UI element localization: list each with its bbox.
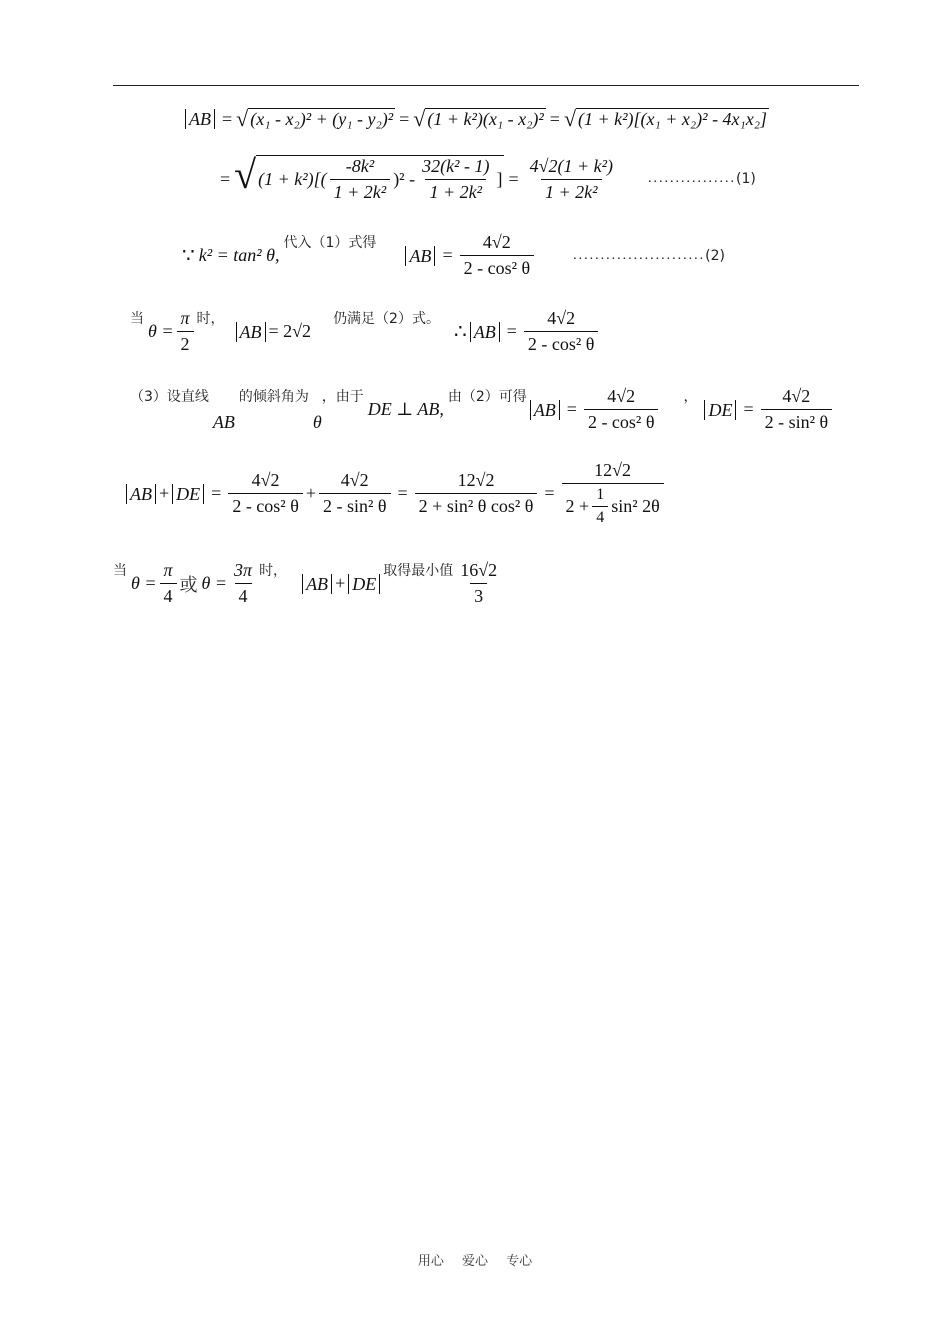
- fraction: $\frac{4√2}{\text{2 - cos² θ}}$: [584, 386, 659, 433]
- fraction: $\frac{4√2}{\text{2 - sin² θ}}$: [761, 386, 833, 433]
- equation-tag: (1): [736, 171, 756, 187]
- fraction: $\frac{12√2}{\text{2 + sin² θ cos² θ}}$: [415, 470, 538, 517]
- equation-line-4: 当 θ = $\frac{\pi}{2}$ 时， AB = 2√2 仍满足（2）式。 ∴ AB = $\frac{4√2}{\text{2 - cos² θ}}$: [130, 308, 601, 355]
- equation-line-5: （3）设直线 AB 的倾斜角为 θ ，由于 DE ⊥ AB, 由（2）可得 AB = $\frac{4√2}{\text{2 - cos² θ}}$ ， DE = $\frac{4√2}{\text{2 - sin² θ}}$: [130, 386, 835, 433]
- fraction: $\frac{3\pi}{4}$: [234, 560, 253, 606]
- because-symbol: ∵: [182, 245, 195, 267]
- sqrt-expr-3: √ (1 + k²)[(x₁ + x₂)² - 4x₁x₂]: [563, 106, 768, 131]
- fraction-result: $\frac{\text{4√2(1 + k²)}}{\text{1 + 2k²}}$: [529, 155, 614, 202]
- fraction: $\frac{4√2}{\text{2 - cos² θ}}$: [228, 470, 303, 517]
- equation-line-1: AB = √ (x₁ - x₂)² + (y₁ - y₂)² = √ (1 + k²)(x₁ - x₂)² = √ (1 + k²)[(x₁ + x₂)² - 4x₁x₂]: [182, 108, 769, 130]
- fraction: $\frac{\text{-8k²}}{\text{1 + 2k²}}$: [330, 156, 391, 203]
- fraction: $\frac{\pi}{2}$: [177, 308, 194, 355]
- sqrt-big: √ (1 + k²)[( $\frac{\text{-8k²}}{\text{1 + 2k²}}$ )² - $\frac{\text{32(k² - 1)}}{\text{1 + 2k²}}$ ]: [234, 152, 503, 202]
- equation-line-7: 当 θ = $\frac{\pi}{4}$ 或 θ = $\frac{3\pi}{4}$ 时， AB + DE 取得最小值 $\frac{16√2}{3}$: [113, 560, 504, 607]
- equation-line-6: AB + DE = $\frac{4√2}{\text{2 - cos² θ}}$ + $\frac{4√2}{\text{2 - sin² θ}}$ = $\frac{12√2}{\text{2 + sin² θ cos² θ}}$ = 12√2 2 + $\frac{1}{4}$ sin² 2θ: [123, 460, 667, 527]
- equation-line-2: = √ (1 + k²)[( $\frac{\text{-8k²}}{\text{1 + 2k²}}$ )² - $\frac{\text{32(k² - 1)}}{\text{1 + 2k²}}$ ] = $\frac{\text{4√2(1 + k²)}}{\text{1 + 2k²}}$ ................ (1): [220, 152, 756, 202]
- fraction-nested: 12√2 2 + $\frac{1}{4}$ sin² 2θ: [562, 460, 664, 527]
- fraction-min-value: $\frac{16√2}{3}$: [460, 560, 498, 606]
- sqrt-expr-2: √ (1 + k²)(x₁ - x₂)²: [413, 106, 544, 131]
- leader-dots: ................: [648, 171, 737, 186]
- header-rule: [113, 85, 859, 86]
- abs-ab: AB: [185, 109, 215, 129]
- fraction: $\frac{\pi}{4}$: [160, 560, 177, 607]
- fraction: $\frac{4√2}{\text{2 - sin² θ}}$: [319, 470, 391, 517]
- fraction: $\frac{4√2}{\text{2 - cos² θ}}$: [524, 308, 599, 355]
- therefore-symbol: ∴: [453, 321, 467, 343]
- fraction: $\frac{4√2}{\text{2 - cos² θ}}$: [460, 232, 535, 279]
- page-footer: 用心 爱心 专心: [417, 1254, 533, 1269]
- equation-line-3: ∵ k² = tan² θ, 代入（1）式得 AB = $\frac{4√2}{\text{2 - cos² θ}}$ ........................ (2): [182, 232, 725, 278]
- fraction: $\frac{\text{32(k² - 1)}}{\text{1 + 2k²}}$: [422, 156, 490, 202]
- sqrt-expr-1: √ (x₁ - x₂)² + (y₁ - y₂)²: [236, 106, 394, 131]
- equation-tag: (2): [705, 247, 725, 264]
- fraction-inner: $\frac{1}{4}$: [592, 486, 608, 527]
